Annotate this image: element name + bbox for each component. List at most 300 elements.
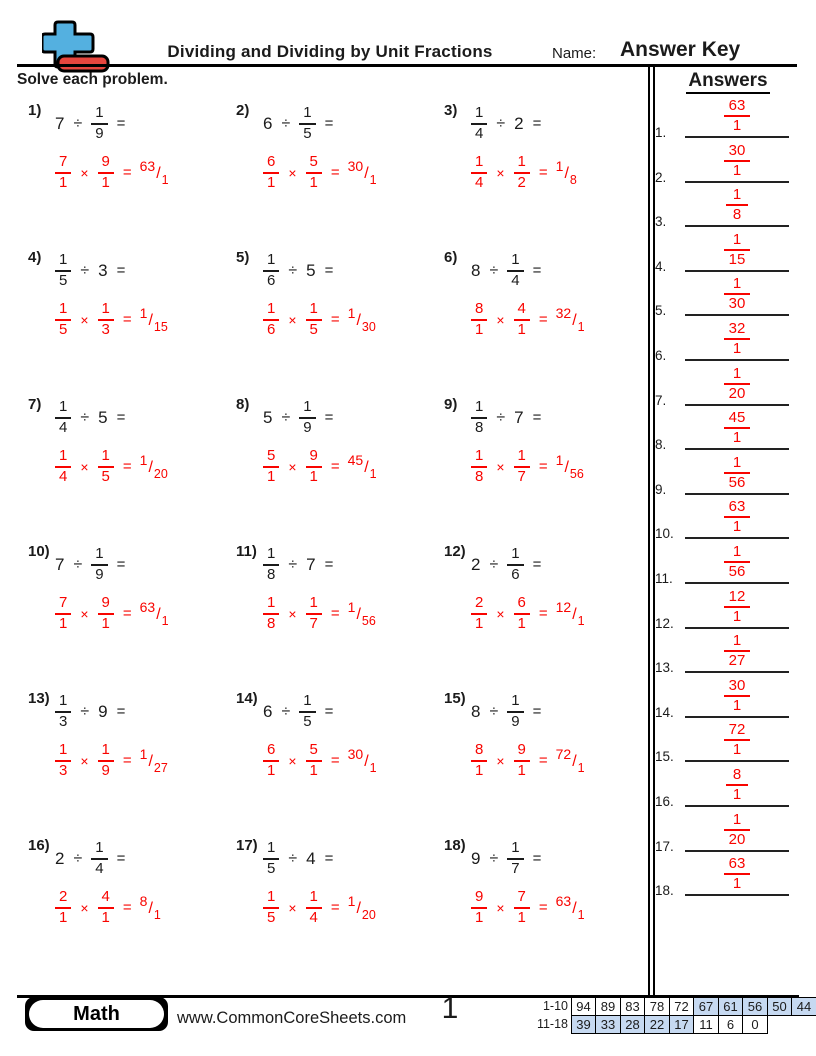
fraction-denominator: 8: [267, 614, 276, 632]
work-result: [347, 157, 377, 187]
fraction-denominator: 2: [517, 173, 526, 191]
fraction-numerator: 9: [514, 741, 530, 762]
work-result: [139, 157, 169, 187]
fraction-numerator: 1: [306, 594, 322, 615]
problem-number: 17): [236, 837, 258, 854]
problem-expression: [263, 688, 441, 735]
problem-number: 18): [444, 837, 466, 854]
equals-sign: =: [532, 850, 542, 867]
fraction-numerator: 1: [471, 398, 487, 419]
result-numerator: 1: [347, 892, 356, 909]
problem-body: [471, 688, 649, 784]
fraction-numerator: 1: [263, 251, 279, 272]
fraction-numerator: 32: [724, 320, 751, 340]
problem-expression: [263, 541, 441, 588]
fraction-numerator: 6: [514, 594, 530, 615]
result-slash-icon: /: [148, 311, 153, 329]
result-denominator: 20: [361, 907, 376, 922]
multiply-sign: ×: [496, 458, 505, 475]
problem-work: [55, 149, 233, 196]
fraction-denominator: 6: [267, 271, 276, 289]
equals-sign: =: [538, 458, 548, 475]
problem-number: 14): [236, 690, 258, 707]
equals-sign: =: [116, 115, 126, 132]
score-cell: 83: [620, 997, 646, 1016]
divide-sign: ÷: [281, 114, 291, 132]
operand-integer: 2: [55, 848, 65, 868]
score-range-label: 1-10: [542, 999, 568, 1013]
fraction-numerator: 6: [263, 741, 279, 762]
fraction-numerator: 1: [263, 839, 279, 860]
result-denominator: 1: [153, 907, 161, 922]
operand-fraction: [471, 594, 487, 634]
answer-fraction: [726, 186, 748, 224]
operand-integer: 8: [471, 260, 481, 280]
fraction-denominator: 9: [511, 712, 520, 730]
problem-18: [444, 835, 649, 945]
divide-sign: ÷: [281, 408, 291, 426]
divide-sign: ÷: [73, 114, 83, 132]
score-cell: 89: [595, 997, 621, 1016]
result-numerator: 1: [139, 304, 148, 321]
fraction-numerator: 1: [91, 104, 107, 125]
problem-10: [28, 541, 233, 651]
multiply-sign: ×: [80, 311, 89, 328]
problem-expression: [55, 835, 233, 882]
fraction-numerator: 1: [507, 692, 523, 713]
operand-fraction: [98, 888, 114, 928]
problem-work: [263, 884, 441, 931]
operand-fraction: [263, 153, 279, 193]
fraction-numerator: 30: [724, 142, 751, 162]
fraction-denominator: 8: [732, 206, 742, 224]
result-slash-icon: /: [148, 752, 153, 770]
problem-5: [236, 247, 441, 357]
fraction-denominator: 30: [728, 295, 746, 313]
fraction-denominator: 7: [517, 467, 526, 485]
operand-fraction: [98, 447, 114, 487]
subject-badge: [25, 997, 168, 1031]
problem-work: [263, 149, 441, 196]
answer-row: [653, 543, 799, 587]
operand-integer: 6: [263, 701, 273, 721]
answer-number: 9.: [655, 481, 667, 497]
multiply-sign: ×: [288, 752, 297, 769]
operand-fraction: [507, 692, 523, 732]
result-numerator: 12: [555, 598, 572, 615]
answer-blank: [685, 97, 789, 138]
problem-body: [55, 394, 233, 490]
fraction-denominator: 1: [267, 761, 276, 779]
fraction-denominator: 1: [732, 875, 742, 893]
score-cell: 44: [791, 997, 816, 1016]
operand-fraction: [306, 741, 322, 781]
fraction-denominator: 5: [101, 467, 110, 485]
equals-sign: =: [122, 458, 132, 475]
problem-number: 4): [28, 249, 42, 266]
problem-expression: [471, 247, 649, 294]
problem-12: [444, 541, 649, 651]
fraction-numerator: 1: [55, 692, 71, 713]
operand-fraction: [55, 692, 71, 732]
problem-expression: [55, 394, 233, 441]
operand-fraction: [514, 447, 530, 487]
fraction-denominator: 1: [59, 173, 68, 191]
fraction-denominator: 1: [309, 761, 318, 779]
operand-fraction: [306, 153, 322, 193]
fraction-numerator: 1: [98, 447, 114, 468]
fraction-numerator: 1: [306, 888, 322, 909]
problem-expression: [55, 541, 233, 588]
result-denominator: 1: [577, 760, 585, 775]
operand-fraction: [299, 398, 315, 438]
fraction-numerator: 1: [726, 186, 748, 206]
operand-fraction: [263, 839, 279, 879]
equals-sign: =: [538, 752, 548, 769]
problem-number: 7): [28, 396, 42, 413]
fraction-denominator: 1: [475, 908, 484, 926]
operand-fraction: [507, 545, 523, 585]
answer-fraction: [724, 498, 751, 536]
problem-expression: [263, 394, 441, 441]
operand-fraction: [306, 300, 322, 340]
score-cell: 33: [595, 1015, 621, 1034]
fraction-numerator: 4: [514, 300, 530, 321]
answers-heading: [658, 70, 798, 92]
fraction-denominator: 1: [101, 908, 110, 926]
fraction-numerator: 9: [98, 153, 114, 174]
score-cell: 78: [644, 997, 670, 1016]
fraction-denominator: 1: [517, 761, 526, 779]
operand-fraction: [306, 447, 322, 487]
operand-fraction: [263, 251, 279, 291]
answer-blank: [685, 275, 789, 316]
fraction-numerator: 7: [55, 594, 71, 615]
problem-body: [55, 688, 233, 784]
operand-fraction: [55, 153, 71, 193]
fraction-numerator: 9: [306, 447, 322, 468]
multiply-sign: ×: [496, 164, 505, 181]
operand-integer: 8: [471, 701, 481, 721]
fraction-denominator: 1: [309, 173, 318, 191]
work-result: [139, 451, 168, 481]
problem-2: [236, 100, 441, 210]
fraction-numerator: 1: [263, 300, 279, 321]
result-denominator: 15: [153, 319, 168, 334]
score-cell: 0: [742, 1015, 768, 1034]
equals-sign: =: [324, 556, 334, 573]
operand-integer: 4: [306, 848, 316, 868]
result-numerator: 1: [347, 598, 356, 615]
work-result: [555, 598, 585, 628]
equals-sign: =: [116, 556, 126, 573]
operand-fraction: [98, 594, 114, 634]
problem-expression: [55, 247, 233, 294]
equals-sign: =: [330, 164, 340, 181]
problem-number: 12): [444, 543, 466, 560]
fraction-denominator: 1: [309, 467, 318, 485]
answer-row: [653, 454, 799, 498]
problem-work: [55, 590, 233, 637]
work-result: [555, 304, 585, 334]
problem-8: [236, 394, 441, 504]
answer-number: 5.: [655, 303, 667, 319]
fraction-denominator: 1: [732, 741, 742, 759]
problem-body: [55, 835, 233, 931]
fraction-denominator: 4: [475, 124, 484, 142]
problem-number: 11): [236, 543, 257, 560]
fraction-denominator: 3: [59, 712, 68, 730]
fraction-numerator: 1: [55, 300, 71, 321]
score-cell: 67: [693, 997, 719, 1016]
answer-row: [653, 677, 799, 721]
fraction-numerator: 1: [299, 692, 315, 713]
answer-blank: [685, 320, 789, 361]
work-result: [555, 157, 577, 187]
divide-sign: ÷: [489, 702, 499, 720]
score-row: [528, 997, 816, 1016]
multiply-sign: ×: [80, 164, 89, 181]
result-denominator: 20: [153, 466, 168, 481]
fraction-denominator: 5: [303, 124, 312, 142]
page-title: Dividing and Dividing by Unit Fractions: [167, 42, 493, 61]
fraction-denominator: 1: [475, 761, 484, 779]
operand-fraction: [91, 545, 107, 585]
operand-fraction: [507, 251, 523, 291]
answer-number: 15.: [655, 749, 674, 765]
result-slash-icon: /: [564, 458, 569, 476]
divide-sign: ÷: [496, 408, 506, 426]
problem-work: [55, 443, 233, 490]
problem-14: [236, 688, 441, 798]
problem-body: [263, 100, 441, 196]
operand-fraction: [471, 888, 487, 928]
answer-blank: [685, 365, 789, 406]
operand-integer: 6: [263, 113, 273, 133]
fraction-denominator: 1: [101, 614, 110, 632]
divide-sign: ÷: [288, 261, 298, 279]
operand-fraction: [299, 692, 315, 732]
operand-fraction: [471, 153, 487, 193]
problem-body: [263, 835, 441, 931]
answer-row: [653, 721, 799, 765]
problem-expression: [471, 100, 649, 147]
operand-fraction: [471, 447, 487, 487]
answer-row: [653, 498, 799, 542]
result-slash-icon: /: [148, 899, 153, 917]
divide-sign: ÷: [80, 408, 90, 426]
equals-sign: =: [330, 458, 340, 475]
problem-work: [263, 737, 441, 784]
work-result: [139, 892, 161, 922]
equals-sign: =: [116, 262, 126, 279]
fraction-denominator: 1: [732, 518, 742, 536]
answer-fraction: [724, 632, 751, 670]
problem-expression: [471, 541, 649, 588]
score-cell: 72: [669, 997, 695, 1016]
work-result: [139, 598, 169, 628]
answer-blank: [685, 766, 789, 807]
work-result: [555, 451, 584, 481]
answer-row: [653, 275, 799, 319]
score-cell: 61: [718, 997, 744, 1016]
equals-sign: =: [122, 899, 132, 916]
problem-expression: [471, 835, 649, 882]
operand-fraction: [514, 594, 530, 634]
result-denominator: 1: [577, 613, 585, 628]
answer-blank: [685, 142, 789, 183]
fraction-numerator: 1: [507, 251, 523, 272]
answer-key-label: Answer Key: [620, 38, 741, 61]
fraction-numerator: 5: [306, 741, 322, 762]
answer-fraction: [724, 142, 751, 180]
answer-number: 18.: [655, 883, 674, 899]
problem-work: [55, 884, 233, 931]
divide-sign: ÷: [281, 702, 291, 720]
fraction-numerator: 1: [98, 300, 114, 321]
operand-fraction: [263, 888, 279, 928]
operand-fraction: [55, 888, 71, 928]
name-label: Name:: [552, 45, 597, 62]
fraction-numerator: 1: [514, 153, 530, 174]
divide-sign: ÷: [489, 555, 499, 573]
result-numerator: 32: [555, 304, 572, 321]
operand-fraction: [263, 545, 279, 585]
result-slash-icon: /: [364, 752, 369, 770]
operand-fraction: [514, 153, 530, 193]
operand-fraction: [471, 398, 487, 438]
answer-fraction: [724, 855, 751, 893]
fraction-numerator: 6: [263, 153, 279, 174]
answer-blank: [685, 811, 789, 852]
fraction-denominator: 9: [95, 124, 104, 142]
answer-blank: [685, 409, 789, 450]
problem-number: 9): [444, 396, 458, 413]
fraction-denominator: 1: [101, 173, 110, 191]
result-numerator: 63: [139, 157, 156, 174]
operand-integer: 3: [98, 260, 108, 280]
equals-sign: =: [532, 409, 542, 426]
problem-work: [471, 443, 649, 490]
problem-17: [236, 835, 441, 945]
result-denominator: 1: [577, 907, 585, 922]
fraction-numerator: 2: [471, 594, 487, 615]
fraction-numerator: 30: [724, 677, 751, 697]
result-numerator: 72: [555, 745, 572, 762]
work-result: [347, 598, 376, 628]
result-numerator: 1: [139, 451, 148, 468]
page-number: 1: [441, 992, 459, 1025]
problem-work: [263, 443, 441, 490]
fraction-denominator: 56: [728, 473, 746, 491]
fraction-denominator: 1: [732, 786, 742, 803]
answer-blank: [685, 855, 789, 896]
equals-sign: =: [116, 409, 126, 426]
fraction-denominator: 1: [267, 173, 276, 191]
answer-blank: [685, 543, 789, 584]
multiply-sign: ×: [80, 605, 89, 622]
equals-sign: =: [122, 164, 132, 181]
answer-row: [653, 811, 799, 855]
multiply-sign: ×: [288, 605, 297, 622]
fraction-numerator: 1: [263, 594, 279, 615]
fraction-denominator: 15: [728, 250, 746, 268]
multiply-sign: ×: [80, 458, 89, 475]
fraction-numerator: 1: [724, 811, 751, 831]
divide-sign: ÷: [80, 702, 90, 720]
divide-sign: ÷: [288, 555, 298, 573]
fraction-numerator: 1: [471, 153, 487, 174]
fraction-numerator: 1: [507, 839, 523, 860]
problem-work: [471, 149, 649, 196]
fraction-denominator: 1: [517, 908, 526, 926]
equals-sign: =: [122, 752, 132, 769]
problem-expression: [263, 100, 441, 147]
fraction-numerator: 4: [98, 888, 114, 909]
fraction-numerator: 1: [724, 231, 751, 251]
fraction-denominator: 5: [267, 859, 276, 877]
answer-blank: [685, 677, 789, 718]
divide-sign: ÷: [489, 849, 499, 867]
fraction-denominator: 3: [101, 320, 110, 338]
fraction-denominator: 20: [728, 830, 746, 848]
fraction-numerator: 45: [724, 409, 751, 429]
operand-integer: 7: [306, 554, 316, 574]
answer-number: 3.: [655, 214, 667, 230]
fraction-numerator: 7: [514, 888, 530, 909]
fraction-denominator: 1: [59, 614, 68, 632]
fraction-numerator: 1: [724, 454, 751, 474]
result-slash-icon: /: [572, 311, 577, 329]
fraction-numerator: 1: [724, 543, 751, 563]
answer-fraction: [724, 365, 751, 403]
fraction-numerator: 63: [724, 97, 751, 117]
result-numerator: 63: [139, 598, 156, 615]
problem-number: 2): [236, 102, 250, 119]
score-cell: 6: [718, 1015, 744, 1034]
answer-number: 12.: [655, 615, 674, 631]
problem-number: 10): [28, 543, 50, 560]
operand-fraction: [55, 447, 71, 487]
answer-fraction: [724, 677, 751, 715]
answer-fraction: [724, 409, 751, 447]
equals-sign: =: [122, 311, 132, 328]
fraction-denominator: 4: [59, 418, 68, 436]
problem-number: 15): [444, 690, 466, 707]
equals-sign: =: [330, 899, 340, 916]
divide-sign: ÷: [489, 261, 499, 279]
result-numerator: 45: [347, 451, 364, 468]
fraction-denominator: 3: [59, 761, 68, 779]
answer-row: [653, 632, 799, 676]
problem-number: 8): [236, 396, 250, 413]
score-cell: 50: [767, 997, 793, 1016]
result-slash-icon: /: [156, 605, 161, 623]
fraction-numerator: 7: [55, 153, 71, 174]
website-url: www.CommonCoreSheets.com: [177, 1009, 407, 1027]
problem-number: 1): [28, 102, 42, 119]
problem-body: [263, 541, 441, 637]
equals-sign: =: [116, 850, 126, 867]
divide-sign: ÷: [288, 849, 298, 867]
result-denominator: 56: [569, 466, 584, 481]
fraction-denominator: 4: [59, 467, 68, 485]
equals-sign: =: [532, 262, 542, 279]
fraction-denominator: 1: [517, 614, 526, 632]
multiply-sign: ×: [288, 311, 297, 328]
score-cell: 17: [669, 1015, 695, 1034]
operand-integer: 2: [514, 113, 524, 133]
